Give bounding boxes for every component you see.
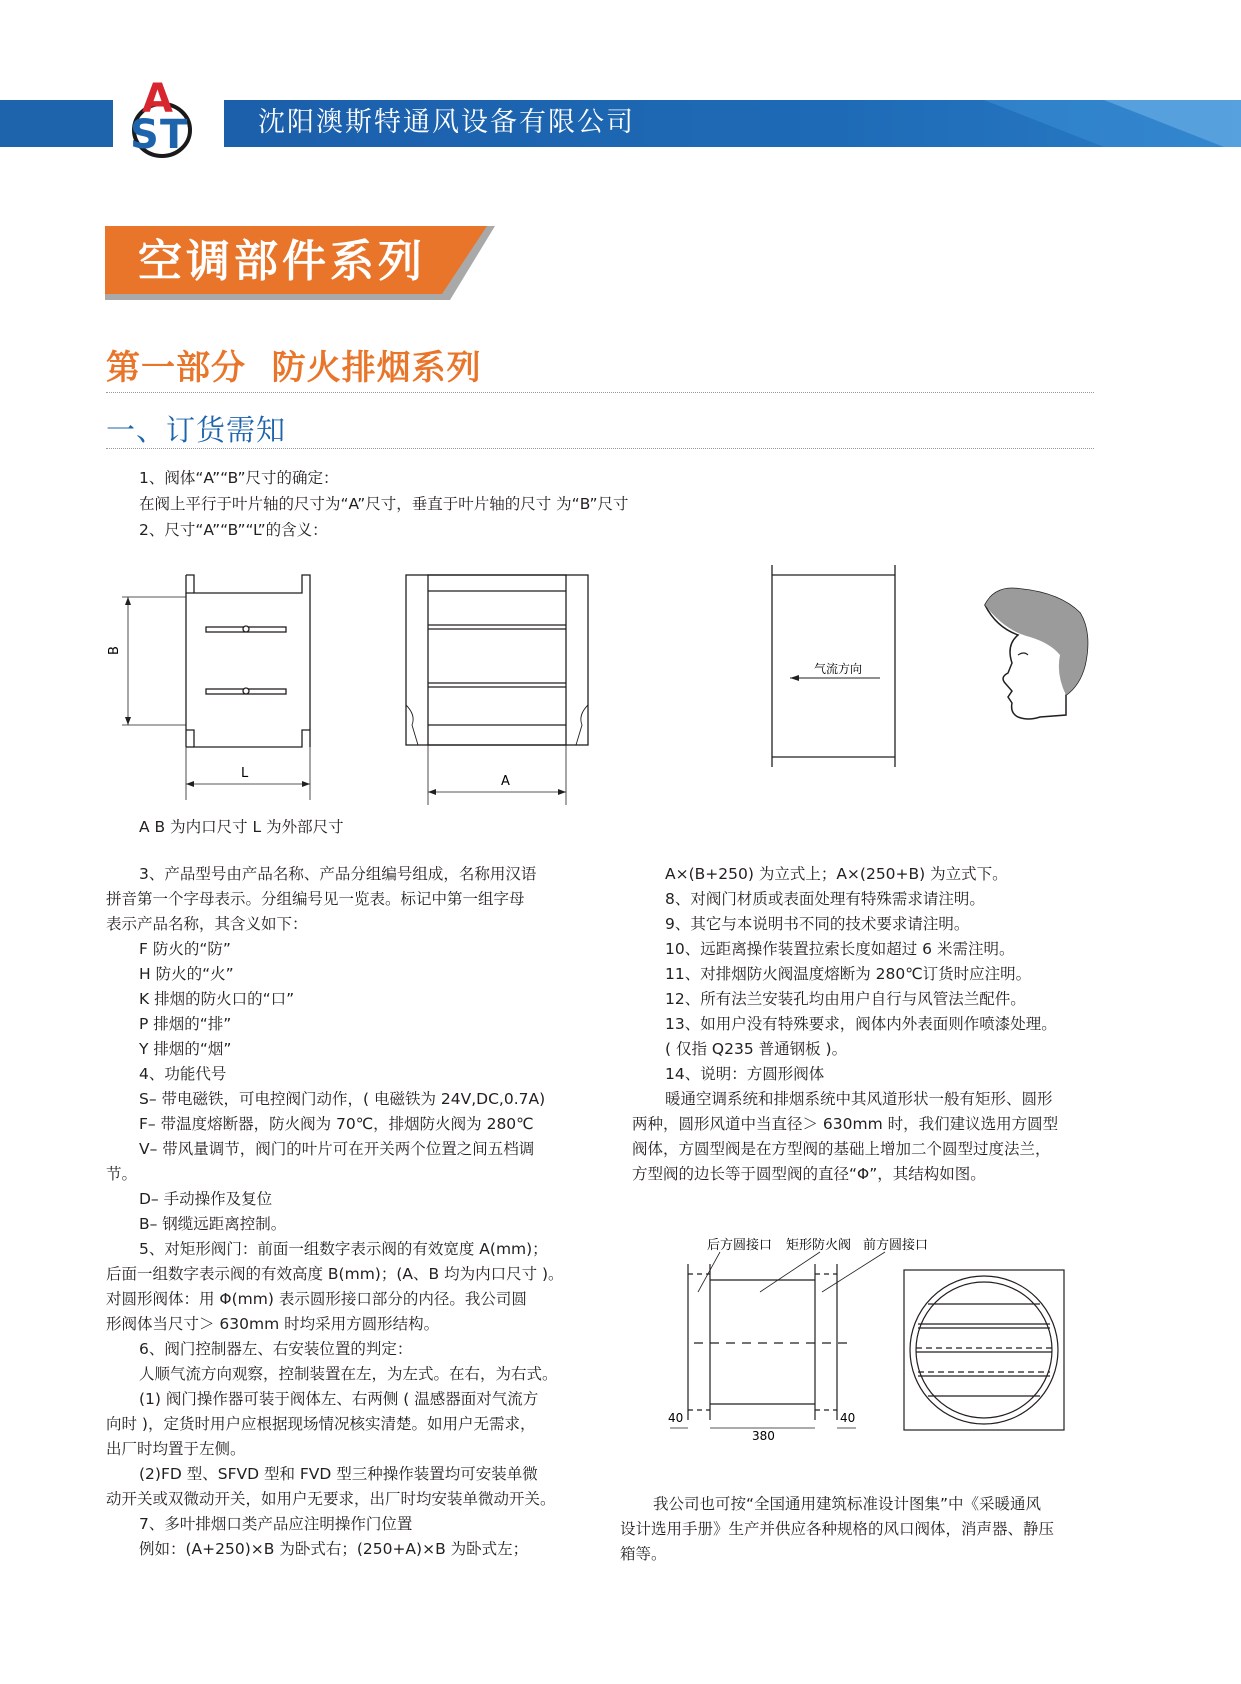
text-line: 8、对阀门材质或表面处理有特殊需求请注明。	[665, 890, 985, 908]
text-line: 动开关或双微动开关，如用户无要求，出厂时均安装单微动开关。	[106, 1490, 556, 1508]
text-line: 5、对矩形阀门：前面一组数字表示阀的有效宽度 A(mm)；	[139, 1240, 548, 1258]
text-line: 后面一组数字表示阀的有效高度 B(mm)；(A、B 均为内口尺寸 )。	[106, 1265, 564, 1283]
text-line: D– 手动操作及复位	[139, 1190, 273, 1208]
text-line: 对圆形阀体：用 Φ(mm) 表示圆形接口部分的内径。我公司圆	[106, 1290, 527, 1308]
airflow-label: 气流方向	[814, 662, 863, 676]
text-line: 暖通空调系统和排烟系统中其风道形状一般有矩形、圆形	[665, 1090, 1053, 1108]
diagram-caption: A B 为内口尺寸 L 为外部尺寸	[139, 818, 344, 836]
text-line: P 排烟的“排”	[139, 1015, 232, 1033]
intro-line: 1、阀体“A”“B”尺寸的确定：	[139, 469, 339, 487]
company-logo	[126, 72, 214, 164]
part-title: 第一部分 防火排烟系列	[106, 348, 482, 388]
label-b: B	[107, 646, 122, 655]
text-line: (1) 阀门操作器可装于阀体左、右两侧 ( 温感器面对气流方	[139, 1390, 539, 1408]
text-line: Y 排烟的“烟”	[139, 1040, 232, 1058]
svg-text:T: T	[160, 112, 188, 158]
left-text-column	[106, 862, 576, 1562]
text-line: 向时 )，定货时用户应根据现场情况核实清楚。如用户无需求，	[106, 1415, 536, 1433]
section-title: 一、订货需知	[106, 413, 287, 447]
text-line: 10、远距离操作装置拉索长度如超过 6 米需注明。	[665, 940, 1015, 958]
text-line: 9、其它与本说明书不同的技术要求请注明。	[665, 915, 970, 933]
label-l: L	[241, 766, 249, 781]
text-line: 设计选用手册》生产并供应各种规格的风口阀体，消声器、静压	[620, 1520, 1055, 1538]
text-line: H 防火的“火”	[139, 965, 234, 983]
text-line: 形阀体当尺寸＞ 630mm 时均采用方圆形结构。	[106, 1315, 440, 1333]
text-line: 我公司也可按“全国通用建筑标准设计图集”中《采暖通风	[653, 1495, 1042, 1513]
text-line: 13、如用户没有特殊要求，阀体内外表面则作喷漆处理。	[665, 1015, 1057, 1033]
text-line: 4、功能代号	[139, 1065, 227, 1083]
dimension-diagram	[100, 555, 1110, 805]
text-line: 人顺气流方向观察，控制装置在左，为左式。在右，为右式。	[139, 1365, 558, 1383]
dim-left: 40	[668, 1411, 684, 1425]
text-line: 11、对排烟防火阀温度熔断为 280℃订货时应注明。	[665, 965, 1032, 983]
text-line: 两种，圆形风道中当直径＞ 630mm 时，我们建议选用方圆型	[632, 1115, 1059, 1133]
text-line: 方型阀的边长等于圆型阀的直径“Φ”，其结构如图。	[632, 1165, 986, 1183]
text-line: V– 带风量调节，阀门的叶片可在开关两个位置之间五档调	[139, 1140, 535, 1158]
text-line: 例如：(A+250)×B 为卧式右；(250+A)×B 为卧式左；	[139, 1540, 529, 1558]
text-line: F– 带温度熔断器，防火阀为 70℃，排烟防火阀为 280℃	[139, 1115, 534, 1133]
text-line: F 防火的“防”	[139, 940, 231, 958]
text-line: 12、所有法兰安装孔均由用户自行与风管法兰配件。	[665, 990, 1026, 1008]
text-line: A×(B+250) 为立式上；A×(250+B) 为立式下。	[665, 865, 1008, 883]
text-line: 表示产品名称，其含义如下：	[106, 915, 308, 933]
text-line: 出厂时均置于左侧。	[106, 1440, 246, 1458]
text-line: 7、多叶排烟口类产品应注明操作门位置	[139, 1515, 413, 1533]
label-rect-damper: 矩形防火阀	[786, 1238, 852, 1253]
divider	[106, 392, 1094, 393]
label-front-adapter: 前方圆接口	[863, 1238, 929, 1253]
text-line: B– 钢缆远距离控制。	[139, 1215, 287, 1233]
text-line: (2)FD 型、SFVD 型和 FVD 型三种操作装置均可安装单微	[139, 1465, 538, 1483]
divider	[106, 448, 1094, 449]
text-line: S– 带电磁铁，可电控阀门动作，( 电磁铁为 24V,DC,0.7A)	[139, 1090, 546, 1108]
intro-line: 2、尺寸“A”“B”“L”的含义：	[139, 521, 328, 539]
text-line: K 排烟的防火口的“口”	[139, 990, 295, 1008]
text-line: 节。	[106, 1165, 138, 1183]
closing-paragraph	[620, 1492, 1100, 1567]
text-line: 拼音第一个字母表示。分组编号见一览表。标记中第一组字母	[106, 890, 525, 908]
round-square-valve-diagram	[660, 1230, 1080, 1450]
text-line: 6、阀门控制器左、右安装位置的判定：	[139, 1340, 413, 1358]
dim-middle: 380	[752, 1429, 775, 1443]
company-name: 沈阳澳斯特通风设备有限公司	[258, 107, 635, 138]
label-a: A	[501, 774, 510, 789]
svg-text:A: A	[142, 76, 173, 122]
text-line: ( 仅指 Q235 普通钢板 )。	[665, 1040, 848, 1058]
text-line: 阀体，方圆型阀是在方型阀的基础上增加二个圆型过度法兰，	[632, 1140, 1051, 1158]
header-bar-left	[0, 100, 113, 147]
text-line: 14、说明：方圆形阀体	[665, 1065, 825, 1083]
label-rear-adapter: 后方圆接口	[707, 1238, 773, 1253]
intro-line: 在阀上平行于叶片轴的尺寸为“A”尺寸，垂直于叶片轴的尺寸 为“B”尺寸	[139, 495, 629, 513]
person-head-icon	[985, 588, 1088, 719]
dim-right: 40	[840, 1411, 856, 1425]
banner-title: 空调部件系列	[138, 236, 426, 287]
text-line: 箱等。	[620, 1545, 667, 1563]
svg-text:S: S	[130, 112, 159, 158]
right-text-column	[632, 862, 1102, 1187]
text-line: 3、产品型号由产品名称、产品分组编号组成，名称用汉语	[139, 865, 537, 883]
